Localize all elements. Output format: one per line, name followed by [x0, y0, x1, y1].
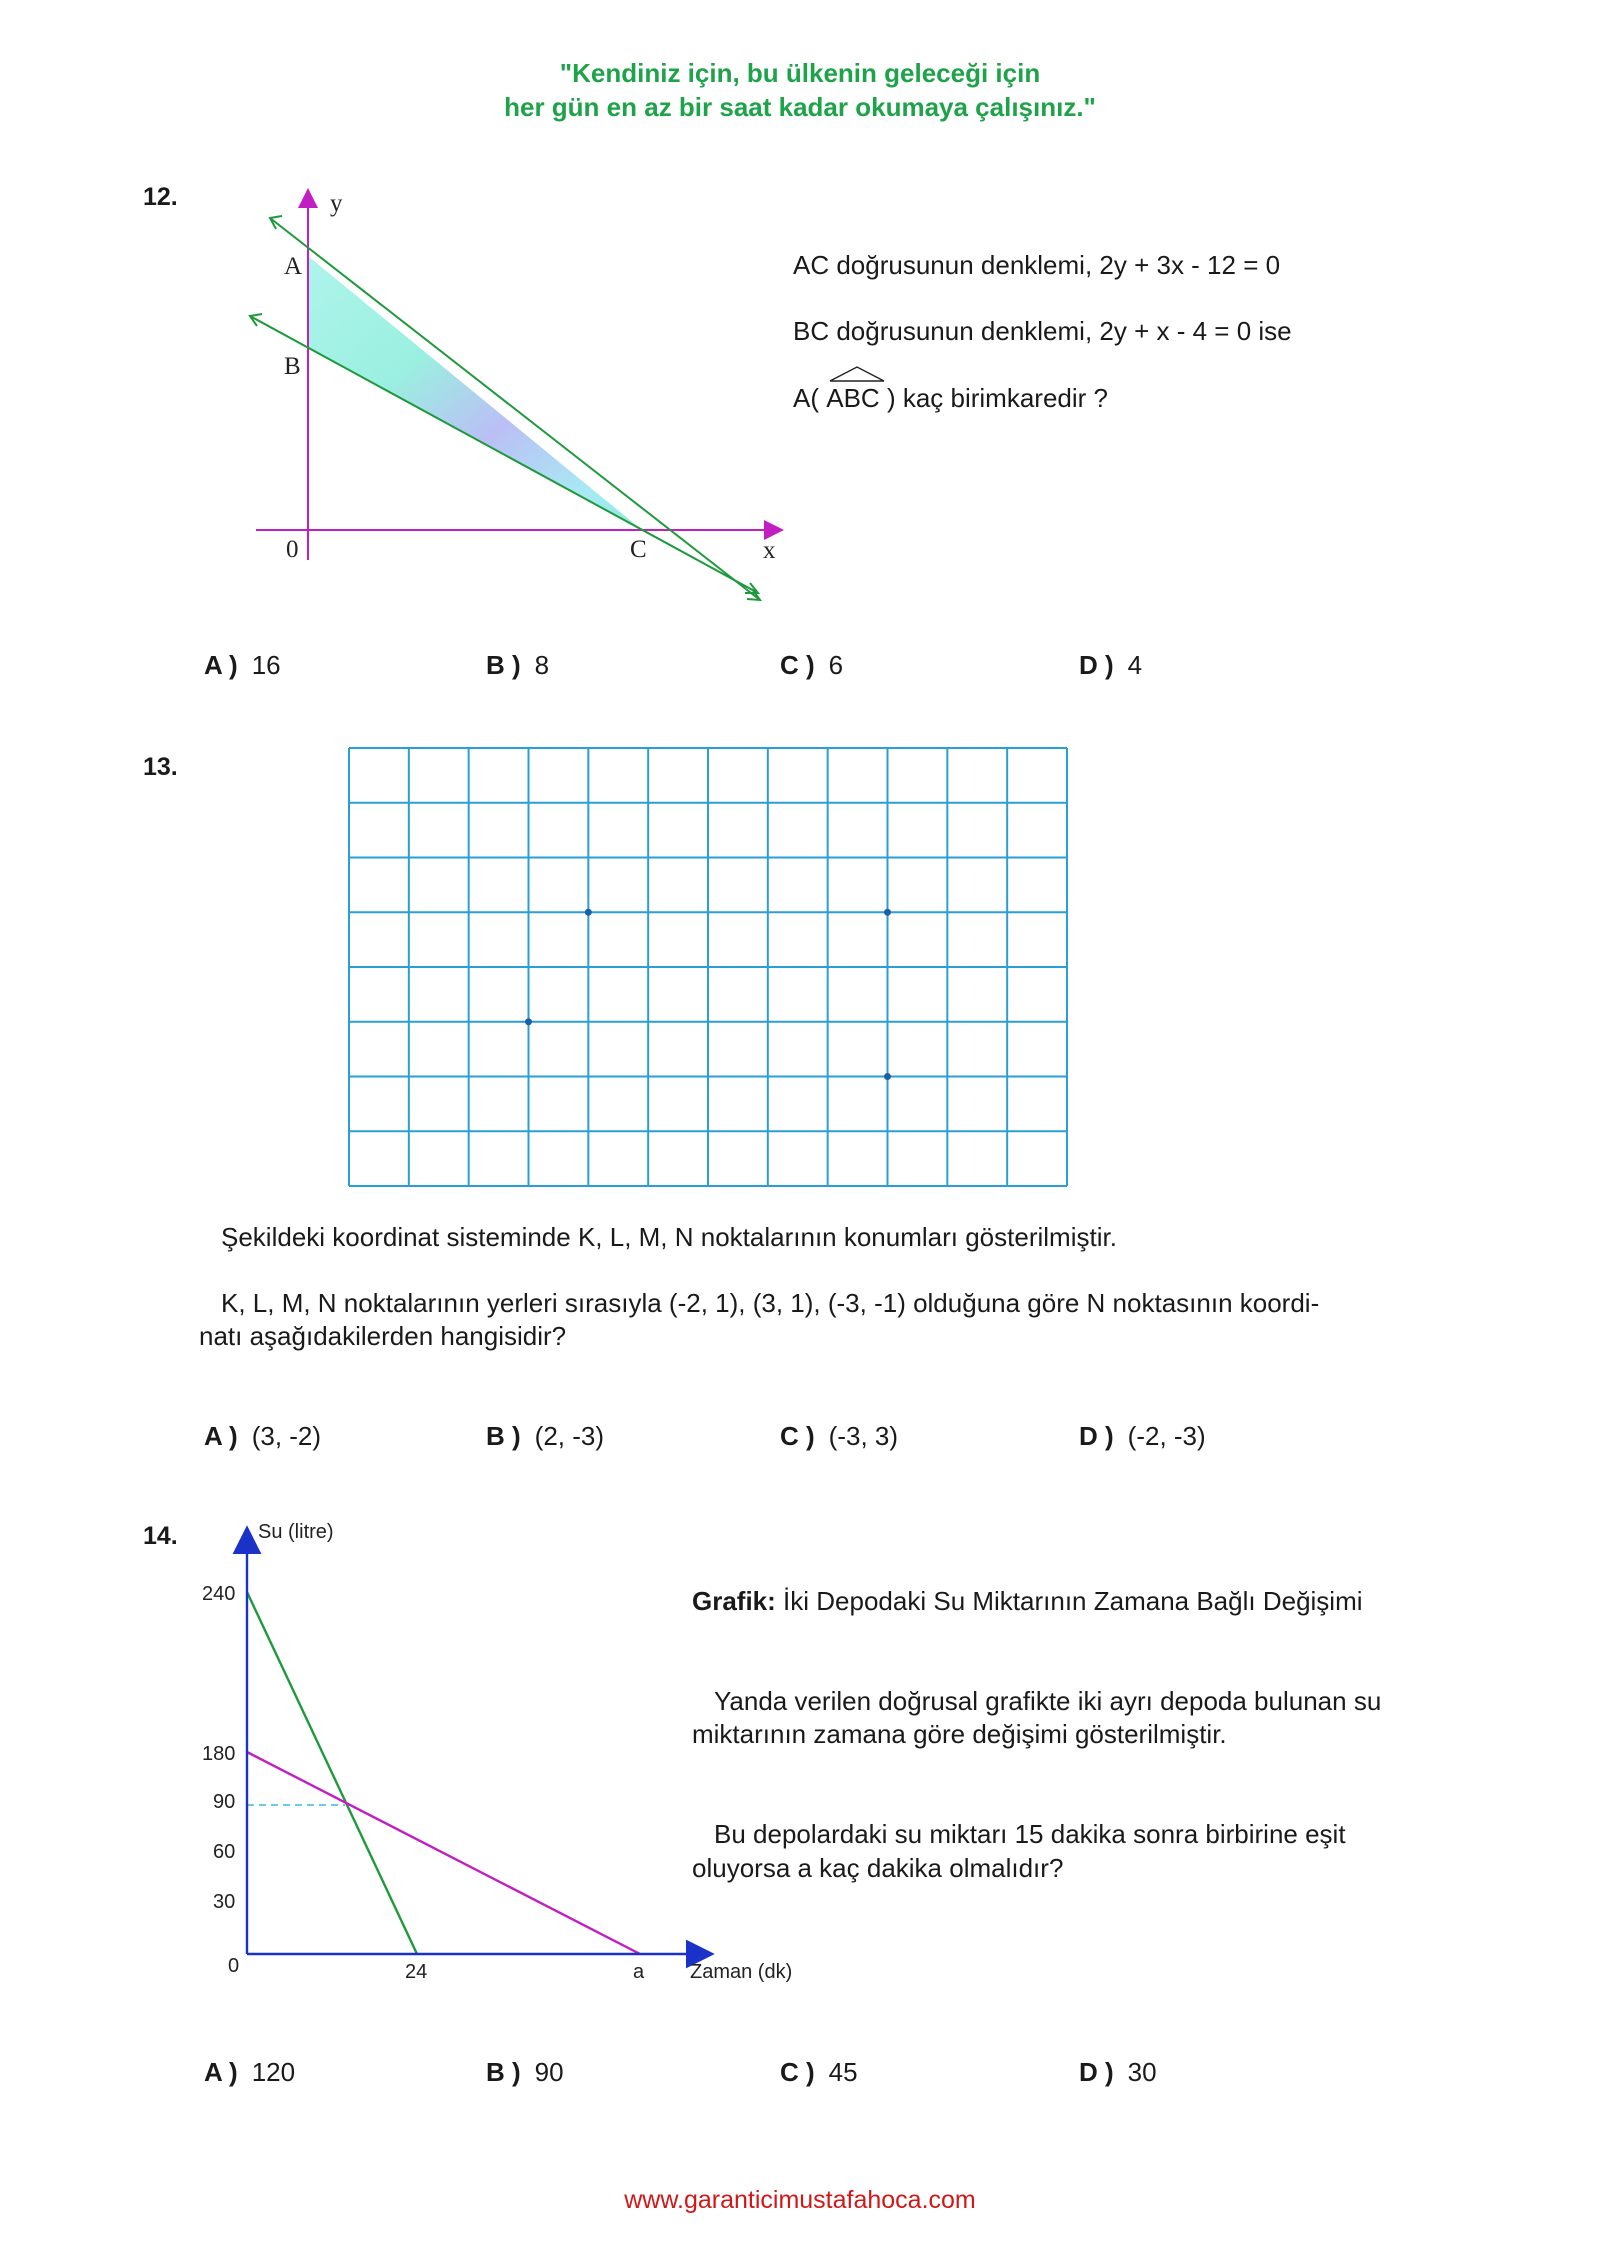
grid-point-2	[884, 909, 891, 916]
q13-text-3: natı aşağıdakilerden hangisidir?	[199, 1321, 567, 1351]
q14-text-3: Bu depolardaki su miktarı 15 dakika sonra birbirine eşit	[714, 1819, 1346, 1849]
q12-line-2: BC doğrusunun denklemi, 2y + x - 4 = 0 ise	[793, 316, 1292, 346]
x-axis-label: Zaman (dk)	[690, 1961, 793, 1983]
q12-area-suffix: ) kaç birimkaredir ?	[886, 383, 1108, 413]
q14-chart-title: Grafik: İki Depodaki Su Miktarının Zamana Bağlı Değişimi	[692, 1586, 1363, 1616]
q12-line-3	[793, 381, 1108, 415]
y-tick-240: 240	[202, 1583, 236, 1605]
grid-point-3	[525, 1018, 532, 1025]
q12-line-1: AC doğrusunun denklemi, 2y + 3x - 12 = 0	[793, 250, 1281, 280]
grid-point-4	[884, 1073, 891, 1080]
y-tick-30: 30	[213, 1891, 236, 1913]
q14-option-a[interactable]: A ) 120	[204, 2057, 296, 2087]
hat-icon	[828, 365, 886, 383]
grid-point-1	[585, 909, 592, 916]
q13-option-d[interactable]: D ) (-2, -3)	[1079, 1421, 1206, 1451]
question-12-number: 12.	[143, 183, 178, 211]
quote-line-1: "Kendiniz için, bu ülkenin geleceği için	[559, 58, 1041, 88]
x-tick-0: 0	[228, 1955, 240, 1977]
q14-option-c[interactable]: C ) 45	[780, 2057, 858, 2087]
question-13-number: 13.	[143, 753, 178, 781]
footer-website[interactable]: www.garanticimustafahoca.com	[624, 2186, 976, 2214]
y-axis-label: Su (litre)	[258, 1521, 334, 1543]
point-c-label: C	[630, 536, 647, 563]
q14-text-1: Yanda verilen doğrusal grafikte iki ayrı depoda bulunan su	[714, 1686, 1382, 1716]
q14-option-b[interactable]: B ) 90	[486, 2057, 564, 2087]
triangle-abc	[308, 256, 642, 530]
q12-option-c[interactable]: C ) 6	[780, 650, 844, 680]
q13-option-c[interactable]: C ) (-3, 3)	[780, 1421, 899, 1451]
x-axis-label: x	[763, 537, 776, 564]
x-tick-a: a	[633, 1961, 645, 1983]
y-tick-60: 60	[213, 1841, 236, 1863]
q12-option-a[interactable]: A ) 16	[204, 650, 281, 680]
y-tick-180: 180	[202, 1743, 236, 1765]
question-14-number: 14.	[143, 1522, 178, 1550]
q12-option-b[interactable]: B ) 8	[486, 650, 550, 680]
point-a-label: A	[284, 253, 303, 280]
line-bc	[250, 316, 758, 593]
q14-text-2: miktarının zamana göre değişimi gösterilmiştir.	[692, 1719, 1227, 1749]
q13-option-b[interactable]: B ) (2, -3)	[486, 1421, 605, 1451]
y-axis-label: y	[330, 190, 343, 217]
q13-text-2: K, L, M, N noktalarının yerleri sırasıyla (-2, 1), (3, 1), (-3, -1) olduğuna göre N noktasının koordi-	[221, 1288, 1320, 1318]
q13-coordinate-grid	[347, 746, 1069, 1188]
origin-label: 0	[286, 536, 299, 563]
q12-triangle-graph	[240, 180, 800, 620]
q13-text-1: Şekildeki koordinat sisteminde K, L, M, N noktalarının konumları gösterilmiştir.	[221, 1222, 1117, 1252]
q14-water-chart	[190, 1508, 830, 1998]
q12-area-prefix: A(	[793, 383, 819, 413]
point-b-label: B	[284, 353, 301, 380]
q13-option-a[interactable]: A ) (3, -2)	[204, 1421, 322, 1451]
q14-option-d[interactable]: D ) 30	[1079, 2057, 1157, 2087]
q12-triangle-name: ABC	[826, 381, 879, 415]
series-line-green	[247, 1592, 417, 1954]
series-line-magenta	[247, 1752, 640, 1954]
line-ac	[270, 218, 760, 600]
q12-option-d[interactable]: D ) 4	[1079, 650, 1143, 680]
q14-text-4: oluyorsa a kaç dakika olmalıdır?	[692, 1853, 1064, 1883]
quote-line-2: her gün en az bir saat kadar okumaya çalışınız."	[504, 92, 1096, 122]
y-tick-90: 90	[213, 1791, 236, 1813]
x-tick-24: 24	[405, 1961, 428, 1983]
